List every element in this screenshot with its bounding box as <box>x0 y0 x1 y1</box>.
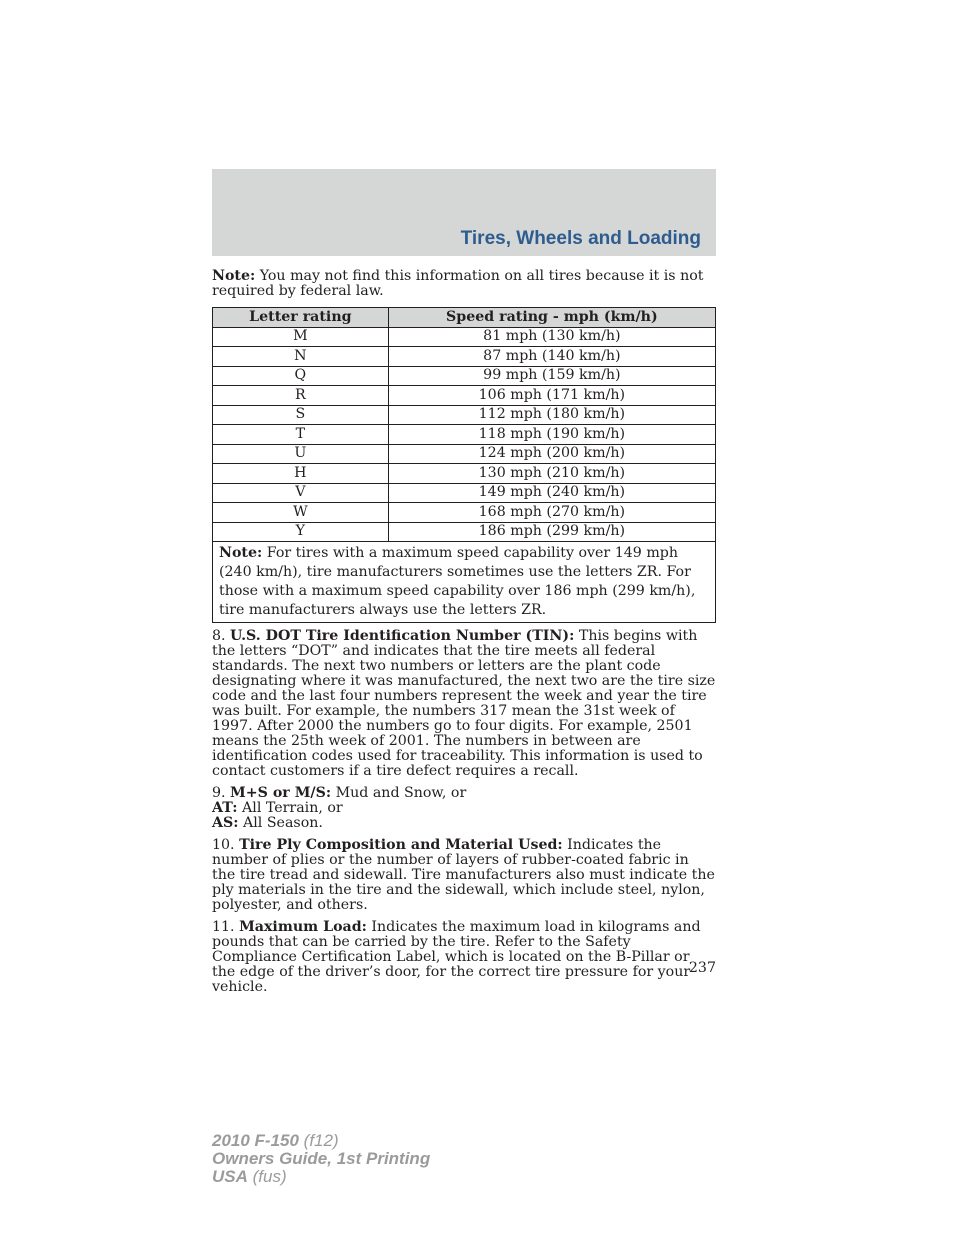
footer-line-3 <box>212 1168 430 1186</box>
speed-rating-cell: 168 mph (270 km/h) <box>388 503 715 523</box>
speed-rating-table <box>212 307 716 623</box>
note-label: Note: <box>212 268 256 284</box>
section-title: Tires, Wheels and Loading <box>460 228 701 249</box>
letter-rating-cell: V <box>213 483 389 503</box>
section-header-band <box>212 169 716 256</box>
item-8-label: U.S. DOT Tire Identification Number (TIN): <box>230 628 575 644</box>
item-10-number: 10. <box>212 837 240 853</box>
item-10-text: Indicates the number of plies or the number of layers of rubber-coated fabric in the tire tread and sidewall. Tire manufacturers also must indicate the ply materials in the tire and the sidewall, which include steel, nylon, polyester, and others. <box>212 837 715 913</box>
item-9-text-at: All Terrain, or <box>237 800 343 816</box>
table-body <box>213 327 716 623</box>
table-row <box>213 366 716 386</box>
item-11-label: Maximum Load: <box>239 919 367 935</box>
speed-rating-cell: 124 mph (200 km/h) <box>388 444 715 464</box>
table-row <box>213 347 716 367</box>
column-header-letter: Letter rating <box>213 308 389 328</box>
footer-model-code: (f12) <box>298 1131 339 1150</box>
item-9-label-ms: M+S or M/S: <box>230 785 332 801</box>
letter-rating-cell: R <box>213 386 389 406</box>
speed-rating-cell: 186 mph (299 km/h) <box>388 522 715 542</box>
column-header-speed: Speed rating - mph (km/h) <box>388 308 715 328</box>
table-row <box>213 327 716 347</box>
item-10-label: Tire Ply Composition and Material Used: <box>239 837 563 853</box>
item-9-label-at: AT: <box>212 800 238 816</box>
table-row <box>213 483 716 503</box>
letter-rating-cell: N <box>213 347 389 367</box>
table-header-row <box>213 308 716 328</box>
footer-model: 2010 F-150 <box>212 1131 299 1150</box>
speed-rating-cell: 106 mph (171 km/h) <box>388 386 715 406</box>
table-note-label: Note: <box>219 545 263 561</box>
speed-rating-cell: 99 mph (159 km/h) <box>388 366 715 386</box>
speed-rating-cell: 130 mph (210 km/h) <box>388 464 715 484</box>
letter-rating-cell: W <box>213 503 389 523</box>
letter-rating-cell: M <box>213 327 389 347</box>
table-note-row <box>213 542 716 623</box>
letter-rating-cell: Y <box>213 522 389 542</box>
item-9 <box>212 786 716 831</box>
speed-rating-cell: 118 mph (190 km/h) <box>388 425 715 445</box>
table-row <box>213 444 716 464</box>
footer-line-1 <box>212 1132 430 1150</box>
page-content <box>212 269 716 1002</box>
table-note <box>213 542 716 623</box>
footer-guide: Owners Guide, 1st Printing <box>212 1149 431 1168</box>
speed-rating-cell: 149 mph (240 km/h) <box>388 483 715 503</box>
table-row <box>213 386 716 406</box>
item-8-text: This begins with the letters “DOT” and indicates that the tire meets all federal standards. The next two numbers or letters are the plant code designating where it was manufactured, the next two are the tire size code and the last four numbers represent the week and year the tire was built. For example, the numbers 317 mean the 31st week of 1997. After 2000 the numbers go to four digits. For example, 2501 means the 25th week of 2001. The numbers in between are identification codes used for traceability. This information is used to contact customers if a tire defect requires a recall. <box>212 628 716 779</box>
footer-market: USA <box>212 1167 248 1186</box>
speed-rating-cell: 112 mph (180 km/h) <box>388 405 715 425</box>
letter-rating-cell: Q <box>213 366 389 386</box>
item-8 <box>212 629 716 779</box>
table-row <box>213 405 716 425</box>
page-number: 237 <box>688 960 716 976</box>
letter-rating-cell: S <box>213 405 389 425</box>
letter-rating-cell: H <box>213 464 389 484</box>
table-row <box>213 503 716 523</box>
table-row <box>213 425 716 445</box>
item-11 <box>212 920 716 995</box>
item-11-text: Indicates the maximum load in kilograms and pounds that can be carried by the tire. Refer to the Safety Compliance Certification Label, which is located on the B-Pillar or the edge of the driver’s door, for the correct tire pressure for your vehicle. <box>212 919 701 995</box>
item-9-label-as: AS: <box>212 815 239 831</box>
item-9-text-ms: Mud and Snow, or <box>331 785 467 801</box>
item-10 <box>212 838 716 913</box>
item-8-number: 8. <box>212 628 231 644</box>
table-row <box>213 464 716 484</box>
note-text: You may not find this information on all tires because it is not required by federal law. <box>212 268 704 299</box>
letter-rating-cell: T <box>213 425 389 445</box>
item-11-number: 11. <box>212 919 240 935</box>
letter-rating-cell: U <box>213 444 389 464</box>
item-9-number: 9. <box>212 785 231 801</box>
document-footer <box>212 1132 430 1186</box>
item-9-text-as: All Season. <box>238 815 323 831</box>
intro-note <box>212 269 716 299</box>
footer-market-code: (fus) <box>247 1167 287 1186</box>
speed-rating-cell: 87 mph (140 km/h) <box>388 347 715 367</box>
speed-rating-cell: 81 mph (130 km/h) <box>388 327 715 347</box>
footer-line-2 <box>212 1150 430 1168</box>
table-note-text: For tires with a maximum speed capability over 149 mph (240 km/h), tire manufacturers sometimes use the letters ZR. For those with a maximum speed capability over 186 mph (299 km/h), tire manufacturers always use the letters ZR. <box>219 545 696 618</box>
table-row <box>213 522 716 542</box>
